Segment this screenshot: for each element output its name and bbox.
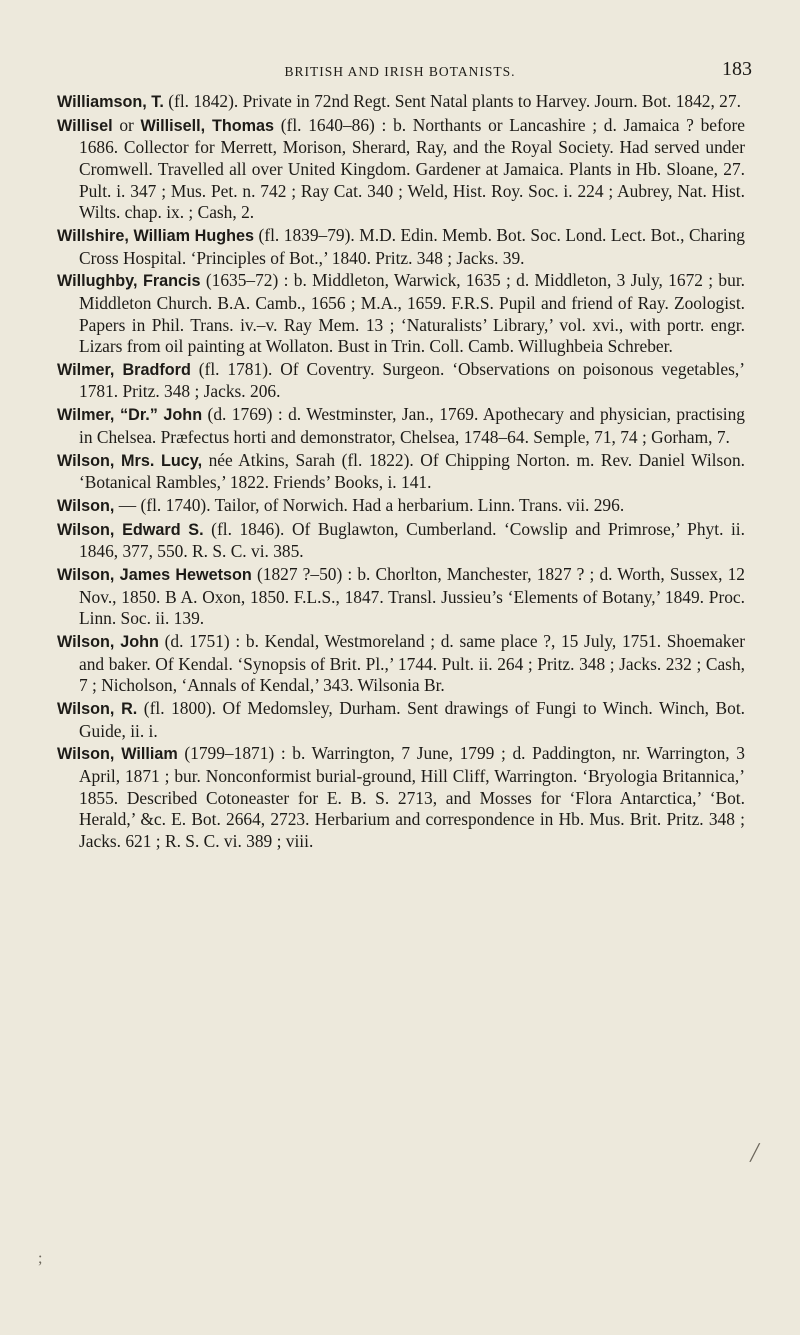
- entry-text: — (fl. 1740). Tailor, of Norwich. Had a herbarium. Linn. Trans. vii. 296.: [114, 495, 625, 515]
- entry-text: (d. 1769) : d. Westminster, Jan., 1769. Apothecary and physician, practising in Chelsea. Præfectus horti and demonstrator, Chelsea, 1748–64. Semple, 71, 74 ; Gorham, 7.: [79, 404, 745, 447]
- entry-name: Willshire, William Hughes: [57, 226, 254, 245]
- entry-name: Willisel: [57, 116, 113, 135]
- entry-wilson-lucy: [57, 450, 745, 494]
- entry-williamson: [57, 91, 745, 114]
- entry-text: (1827 ?–50) : b. Chorlton, Manchester, 1827 ? ; d. Worth, Sussex, 12 Nov., 1850. B A. Oxon, 1850. F.L.S., 1847. Transl. Jussieu’s ‘Elements of Botany,’ 1849. Proc. Linn. Soc. ii. 139.: [79, 564, 745, 629]
- page-number: 183: [722, 58, 752, 80]
- entry-wilson-john: [57, 631, 745, 697]
- entry-wilson-tailor: [57, 495, 745, 518]
- entry-name: Wilson, James Hewetson: [57, 566, 252, 585]
- entry-willshire: [57, 225, 745, 269]
- entry-text: (1799–1871) : b. Warrington, 7 June, 1799 ; d. Paddington, nr. Warrington, 3 April, 1871 ; bur. Nonconformist burial-ground, Hill Cliff, Warrington. ‘Bryologia Britannica,’ 1855. Described Cotoneaster for E. B. S. 2713, and Mosses for ‘Flora Antarctica,’ ‘Bot. Herald,’ &c. E. Bot. 2664, 2723. Herbarium and correspondence in Hb. Mus. Brit. Pritz. 348 ; Jacks. 621 ; R. S. C. vi. 389 ; viii.: [79, 743, 745, 851]
- entry-text: (d. 1751) : b. Kendal, Westmoreland ; d. same place ?, 15 July, 1751. Shoemaker and baker. Of Kendal. ‘Synopsis of Brit. Pl.,’ 1744. Pult. ii. 264 ; Pritz. 348 ; Jacks. 232 ; Cash, 7 ; Nicholson, ‘Annals of Kendal,’ 343. Wilsonia Br.: [79, 631, 745, 696]
- entry-text: (fl. 1640–86) : b. Northants or Lancashire ; d. Jamaica ? before 1686. Collector for Merrett, Morison, Sherard, Ray, and the Royal Society. Had served under Cromwell. Travelled all over United Kingdom. Gardener at Jamaica. Plants in Hb. Sloane, 27. Pult. i. 347 ; Mus. Pet. n. 742 ; Ray Cat. 340 ; Weld, Hist. Roy. Soc. i. 224 ; Aubrey, Nat. Hist. Wilts. chap. ix. ; Cash, 2.: [79, 114, 745, 223]
- entry-wilson-edward: [57, 519, 745, 563]
- entry-wilmer-john: [57, 404, 745, 448]
- entry-text: (fl. 1800). Of Medomsley, Durham. Sent drawings of Fungi to Winch. Winch, Bot. Guide, ii. i.: [79, 698, 745, 741]
- entry-text: (fl. 1839–79). M.D. Edin. Memb. Bot. Soc. Lond. Lect. Bot., Charing Cross Hospital. ‘Principles of Bot.,’ 1840. Pritz. 348 ; Jacks. 39.: [79, 224, 745, 268]
- entry-name: Willughby, Francis: [57, 272, 201, 291]
- margin-pencil-mark: ╱: [750, 1145, 760, 1162]
- running-head: BRITISH AND IRISH BOTANISTS.: [284, 64, 516, 79]
- entry-text: or: [112, 114, 141, 135]
- entry-willisel: [57, 115, 745, 224]
- entry-wilson-william: [57, 743, 745, 852]
- entry-wilson-james: [57, 564, 745, 630]
- entry-name: Wilson,: [57, 497, 115, 515]
- entry-name: Wilson, John: [57, 633, 159, 652]
- entry-name: Wilmer, Bradford: [57, 360, 191, 379]
- margin-pencil-mark: ;: [38, 1250, 43, 1267]
- entry-name: Wilson, Edward S.: [57, 520, 204, 539]
- entry-wilmer-bradford: [57, 359, 745, 403]
- entry-willughby: [57, 270, 745, 357]
- entry-text: (fl. 1842). Private in 72nd Regt. Sent Natal plants to Harvey. Journ. Bot. 1842, 27.: [163, 91, 741, 111]
- entry-name: Wilson, R.: [57, 700, 138, 719]
- entry-name: Wilson, Mrs. Lucy,: [57, 451, 203, 470]
- entry-text: (fl. 1781). Of Coventry. Surgeon. ‘Observations on poisonous vegetables,’ 1781. Pritz. 348 ; Jacks. 206.: [79, 358, 745, 402]
- entry-text: (1635–72) : b. Middleton, Warwick, 1635 ; d. Middleton, 3 July, 1672 ; bur. Middleton Church. B.A. Camb., 1656 ; M.A., 1659. F.R.S. Pupil and friend of Ray. Zoologist. Papers in Phil. Trans. iv.–v. Ray Mem. 13 ; ‘Naturalists’ Library,’ vol. xvi., with portr. engr. Lizars from oil painting at Wollaton. Bust in Trin. Coll. Camb. Willughbeia Schreber.: [79, 270, 745, 357]
- entry-list: [57, 91, 745, 854]
- entry-name-variant: Willisell, Thomas: [140, 116, 275, 135]
- entry-text: (fl. 1846). Of Buglawton, Cumberland. ‘Cowslip and Primrose,’ Phyt. ii. 1846, 377, 550. R. S. C. vi. 385.: [79, 518, 745, 562]
- entry-wilson-r: [57, 698, 745, 742]
- entry-name: Williamson, T.: [57, 93, 164, 111]
- entry-name: Wilmer, “Dr.” John: [57, 406, 203, 425]
- entry-name: Wilson, William: [57, 745, 178, 764]
- entry-text: née Atkins, Sarah (fl. 1822). Of Chipping Norton. m. Rev. Daniel Wilson. ‘Botanical Rambles,’ 1822. Friends’ Books, i. 141.: [79, 449, 746, 493]
